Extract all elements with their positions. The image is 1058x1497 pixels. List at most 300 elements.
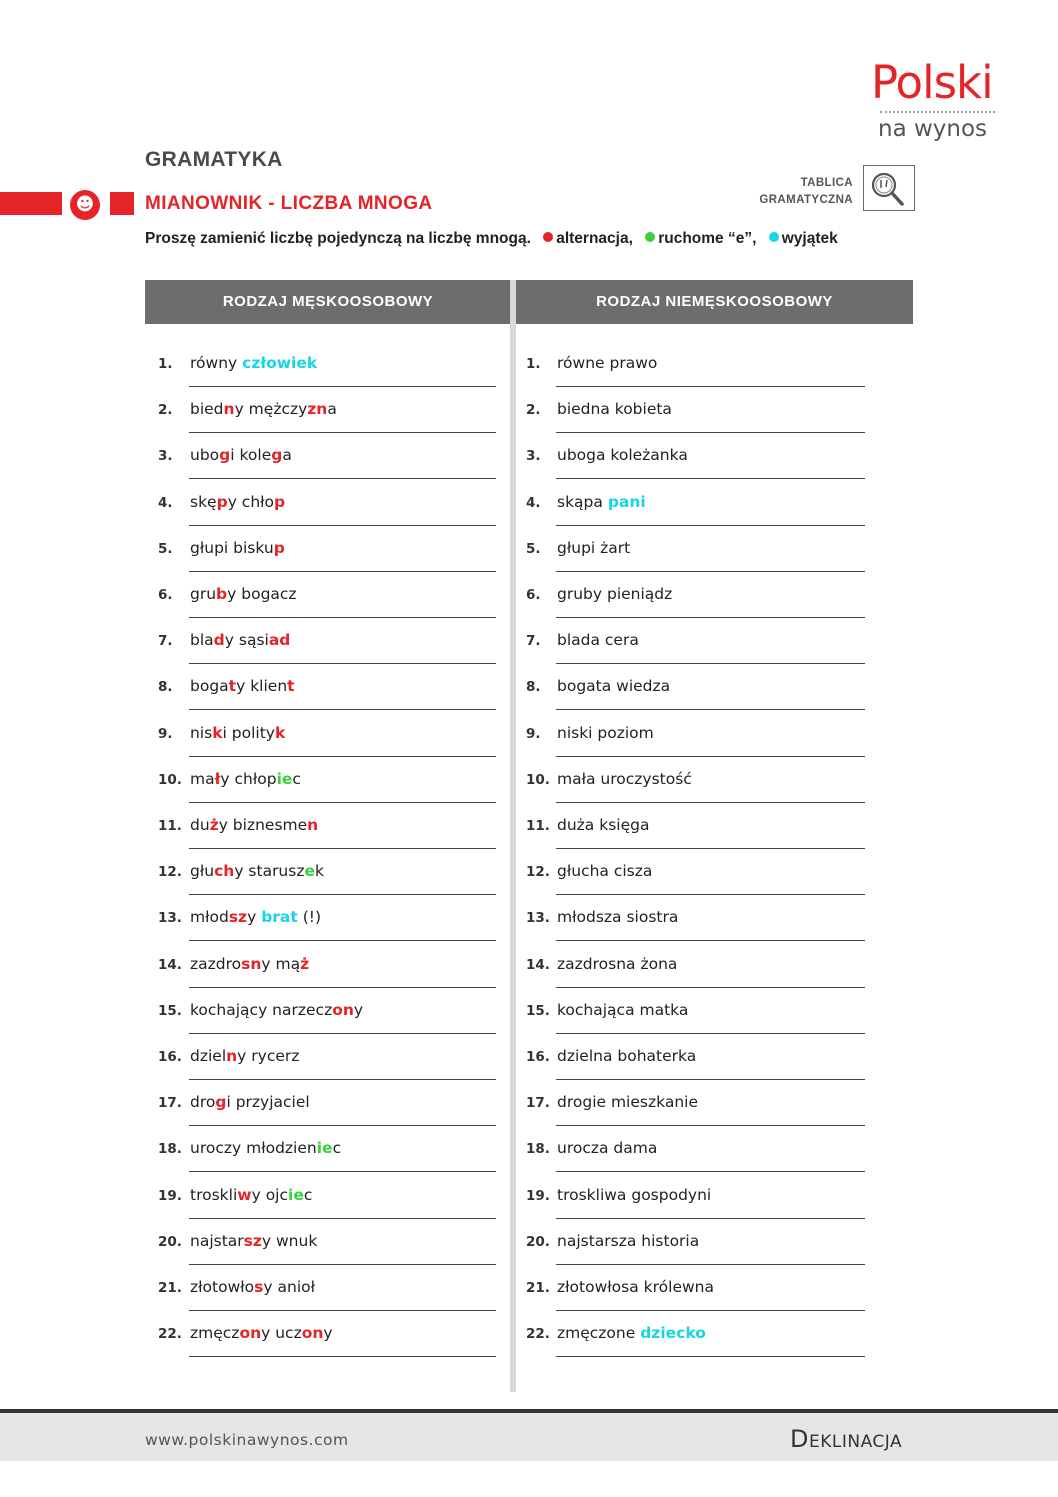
exercise-row xyxy=(526,995,865,1041)
grammar-table-link[interactable] xyxy=(745,165,915,215)
exercise-number: 4. xyxy=(526,494,541,511)
highlighted-letters: p xyxy=(274,492,286,511)
answer-line[interactable] xyxy=(189,1033,496,1034)
answer-line[interactable] xyxy=(556,940,865,941)
grammar-table-label-line1: TABLICA xyxy=(800,177,853,189)
phrase-segment: uroczy młodzien xyxy=(190,1139,317,1158)
exercise-phrase xyxy=(557,908,678,926)
exercise-number: 11. xyxy=(158,818,182,834)
column-header-masculine-personal: RODZAJ MĘSKOOSOBOWY xyxy=(145,280,511,324)
answer-line[interactable] xyxy=(189,987,496,988)
phrase-segment: c xyxy=(303,1185,313,1204)
phrase-segment: głupi żart xyxy=(557,538,631,557)
phrase-segment: i przyjaciel xyxy=(226,1093,310,1112)
answer-line[interactable] xyxy=(556,663,865,664)
exercise-number: 3. xyxy=(158,448,173,465)
highlighted-letters: pani xyxy=(607,492,646,511)
phrase-segment: urocza dama xyxy=(557,1139,658,1158)
exercise-phrase xyxy=(190,677,295,695)
highlighted-letters: on xyxy=(301,1324,324,1343)
exercise-row xyxy=(526,533,865,579)
exercise-phrase xyxy=(557,1093,698,1111)
exercise-phrase xyxy=(190,724,285,742)
exercise-number: 9. xyxy=(526,725,541,742)
exercise-phrase xyxy=(190,955,309,973)
exercise-phrase xyxy=(190,1278,315,1296)
exercise-row xyxy=(158,1318,496,1364)
page-title: MIANOWNIK - LICZBA MNOGA xyxy=(145,193,433,214)
phrase-segment: i polity xyxy=(222,723,275,742)
phrase-segment: dzielna bohaterka xyxy=(557,1047,697,1065)
grammar-table-label-line2: GRAMATYCZNA xyxy=(759,194,853,206)
answer-line[interactable] xyxy=(189,1218,496,1219)
highlighted-letters: k xyxy=(274,723,286,742)
phrase-segment: k xyxy=(315,862,324,881)
highlighted-letters: ż xyxy=(300,954,310,973)
answer-line[interactable] xyxy=(556,571,865,572)
highlighted-letters: n xyxy=(307,816,319,834)
phrase-segment: y xyxy=(323,1324,333,1343)
highlighted-letters: sn xyxy=(241,954,262,973)
answer-line[interactable] xyxy=(189,802,496,803)
exercise-phrase xyxy=(190,1139,341,1157)
phrase-segment: troskli xyxy=(190,1185,238,1204)
exercise-row xyxy=(526,625,865,671)
exercise-number: 6. xyxy=(158,587,173,603)
answer-line[interactable] xyxy=(556,894,865,895)
highlighted-letters: ch xyxy=(214,862,235,881)
exercise-phrase xyxy=(557,1278,714,1296)
exercise-number: 18. xyxy=(158,1141,182,1158)
exercise-number: 21. xyxy=(158,1280,182,1296)
phrase-segment: c xyxy=(292,769,301,788)
exercise-number: 13. xyxy=(526,910,550,927)
exercise-row xyxy=(158,579,496,625)
exercise-number: 16. xyxy=(526,1049,550,1065)
highlighted-letters: człowiek xyxy=(242,354,318,372)
exercise-phrase xyxy=(190,585,297,603)
exercise-row xyxy=(158,1180,496,1226)
legend-red-dot xyxy=(543,232,553,242)
phrase-segment: drogie mieszkanie xyxy=(557,1093,698,1112)
phrase-segment: biedna kobieta xyxy=(557,400,672,419)
answer-line[interactable] xyxy=(189,617,496,618)
exercise-number: 17. xyxy=(526,1095,550,1112)
answer-line[interactable] xyxy=(556,432,865,433)
highlighted-letters: k xyxy=(212,723,223,742)
exercise-row xyxy=(158,487,496,533)
phrase-segment: złotowłosa królewna xyxy=(557,1278,714,1296)
phrase-segment: a xyxy=(282,446,292,465)
exercise-phrase xyxy=(557,1186,711,1204)
exercise-row xyxy=(526,856,865,902)
exercise-phrase xyxy=(557,955,677,973)
answer-line[interactable] xyxy=(556,1218,865,1219)
answer-line[interactable] xyxy=(189,1264,496,1265)
phrase-segment: du xyxy=(190,816,210,834)
highlighted-letters: g xyxy=(219,446,231,465)
answer-line[interactable] xyxy=(556,848,865,849)
exercise-phrase xyxy=(557,770,692,788)
phrase-segment: y xyxy=(247,908,262,927)
exercise-phrase xyxy=(557,677,670,695)
exercise-number: 12. xyxy=(526,864,550,881)
exercise-row xyxy=(526,810,865,856)
answer-line[interactable] xyxy=(556,802,865,803)
phrase-segment: y bogacz xyxy=(227,585,297,603)
phrase-segment: y xyxy=(353,1000,364,1019)
answer-line[interactable] xyxy=(189,1079,496,1080)
phrase-segment: duża księga xyxy=(557,816,650,834)
answer-line[interactable] xyxy=(189,1171,496,1172)
answer-line[interactable] xyxy=(189,386,496,387)
exercise-phrase xyxy=(557,631,639,649)
legend-cyan-dot xyxy=(769,232,779,242)
exercise-row xyxy=(526,949,865,995)
phrase-segment: najstarsza historia xyxy=(557,1231,700,1250)
highlighted-letters: g xyxy=(271,446,283,465)
highlighted-letters: p xyxy=(273,538,285,557)
highlighted-letters: ł xyxy=(214,769,221,788)
answer-line[interactable] xyxy=(556,1033,865,1034)
exercise-number: 20. xyxy=(158,1233,182,1250)
exercise-number: 2. xyxy=(526,402,541,419)
exercise-phrase xyxy=(190,1093,310,1111)
highlighted-letters: dziecko xyxy=(640,1324,706,1343)
exercise-phrase xyxy=(190,400,337,418)
exercise-number: 15. xyxy=(526,1002,550,1019)
exercise-number: 7. xyxy=(158,633,173,650)
exercise-phrase xyxy=(190,539,285,557)
phrase-segment: równy xyxy=(190,354,243,372)
answer-line[interactable] xyxy=(556,1356,865,1357)
exercise-phrase xyxy=(190,1232,317,1250)
phrase-segment: skąpa xyxy=(557,492,608,511)
phrase-segment: kochająca matka xyxy=(557,1000,689,1019)
exercise-phrase xyxy=(557,1232,699,1250)
red-accent-bar xyxy=(0,192,62,215)
answer-line[interactable] xyxy=(556,617,865,618)
phrase-segment: y mą xyxy=(261,954,301,973)
phrase-segment: zazdrosna żona xyxy=(557,954,678,973)
exercise-row xyxy=(526,1226,865,1272)
answer-line[interactable] xyxy=(556,1125,865,1126)
highlighted-letters: ad xyxy=(268,631,291,650)
phrase-segment: gru xyxy=(190,585,217,603)
phrase-segment: głucha cisza xyxy=(557,862,653,881)
exercise-row xyxy=(158,533,496,579)
exercise-phrase xyxy=(190,1324,333,1342)
exercise-number: 5. xyxy=(526,540,541,557)
exercise-phrase xyxy=(557,539,630,557)
highlighted-letters: n xyxy=(223,400,235,419)
exercise-number: 22. xyxy=(158,1326,182,1343)
answer-line[interactable] xyxy=(189,848,496,849)
answer-line[interactable] xyxy=(556,1310,865,1311)
phrase-segment: i kole xyxy=(230,446,272,465)
answer-line[interactable] xyxy=(189,756,496,757)
highlighted-letters: t xyxy=(228,677,237,696)
highlighted-letters: on xyxy=(332,1000,354,1019)
exercise-number: 8. xyxy=(526,679,541,696)
exercise-number: 5. xyxy=(158,540,173,557)
exercise-number: 17. xyxy=(158,1095,182,1112)
exercise-number: 15. xyxy=(158,1002,182,1019)
exercise-row xyxy=(526,440,865,486)
exercise-row xyxy=(158,394,496,440)
exercise-phrase xyxy=(190,493,285,511)
exercise-row xyxy=(158,995,496,1041)
legend-green-dot xyxy=(645,232,655,242)
exercise-phrase xyxy=(557,724,654,742)
phrase-segment: boga xyxy=(190,677,229,696)
people-icon: ☻ xyxy=(70,190,100,220)
answer-line[interactable] xyxy=(189,525,496,526)
exercise-row xyxy=(526,1041,865,1087)
logo-divider xyxy=(880,111,995,113)
highlighted-letters: b xyxy=(216,585,228,603)
phrase-segment: bogata wiedza xyxy=(557,677,671,696)
exercise-number: 11. xyxy=(526,818,550,834)
exercise-row xyxy=(526,1087,865,1133)
phrase-segment: niski poziom xyxy=(557,723,654,742)
exercise-row xyxy=(526,718,865,764)
answer-line[interactable] xyxy=(556,478,865,479)
phrase-segment: nis xyxy=(190,723,213,742)
exercise-number: 1. xyxy=(158,356,173,372)
phrase-segment: y mężczy xyxy=(234,400,308,419)
exercise-row xyxy=(158,1041,496,1087)
phrase-segment: młodsza siostra xyxy=(557,908,679,927)
highlighted-letters: g xyxy=(215,1093,227,1112)
exercise-row xyxy=(526,671,865,717)
exercise-row xyxy=(526,1133,865,1179)
exercise-phrase xyxy=(190,908,321,926)
exercise-row xyxy=(526,1318,865,1364)
highlighted-letters: p xyxy=(216,492,228,511)
exercise-number: 9. xyxy=(158,725,173,742)
column-header-non-masculine-personal: RODZAJ NIEMĘSKOOSOBOWY xyxy=(516,280,913,324)
phrase-segment: y starusz xyxy=(234,862,305,881)
exercise-phrase xyxy=(557,816,649,834)
legend-mobile-e: ruchome “e”, xyxy=(658,230,757,247)
legend-exception: wyjątek xyxy=(781,230,838,247)
exercise-row xyxy=(158,902,496,948)
highlighted-letters: sz xyxy=(228,908,248,927)
answer-line[interactable] xyxy=(189,663,496,664)
phrase-segment: (!) xyxy=(297,908,322,927)
answer-line[interactable] xyxy=(189,1310,496,1311)
highlighted-letters: s xyxy=(254,1278,264,1296)
highlighted-letters: w xyxy=(237,1185,252,1204)
exercise-number: 2. xyxy=(158,402,173,419)
exercise-row xyxy=(526,1180,865,1226)
answer-line[interactable] xyxy=(556,525,865,526)
phrase-segment: złotowło xyxy=(190,1278,255,1296)
exercise-row xyxy=(158,1226,496,1272)
phrase-segment: y chłop xyxy=(220,769,277,788)
exercise-row xyxy=(526,579,865,625)
section-label: GRAMATYKA xyxy=(145,148,283,171)
instruction-text xyxy=(145,230,838,248)
phrase-segment: zmęcz xyxy=(190,1324,240,1343)
phrase-segment: y chło xyxy=(227,492,275,511)
phrase-segment: mała uroczystość xyxy=(557,769,692,788)
phrase-segment: skę xyxy=(190,492,217,511)
exercise-phrase xyxy=(190,862,324,880)
phrase-segment: troskliwa gospodyni xyxy=(557,1185,712,1204)
exercise-phrase xyxy=(190,1001,363,1019)
answer-line[interactable] xyxy=(189,478,496,479)
exercise-number: 14. xyxy=(526,956,550,973)
exercise-row xyxy=(158,625,496,671)
answer-line[interactable] xyxy=(556,1264,865,1265)
instruction-sentence: Proszę zamienić liczbę pojedynczą na liczbę mnogą. xyxy=(145,230,531,247)
highlighted-letters: brat xyxy=(261,908,298,927)
answer-line[interactable] xyxy=(556,756,865,757)
polski-na-wynos-logo xyxy=(868,58,1003,148)
phrase-segment: głupi bisku xyxy=(190,538,274,557)
exercise-phrase xyxy=(190,816,318,834)
answer-line[interactable] xyxy=(556,709,865,710)
phrase-segment: młod xyxy=(190,908,229,927)
exercise-row xyxy=(158,718,496,764)
highlighted-letters: sz xyxy=(243,1231,262,1250)
highlighted-letters: ie xyxy=(276,769,293,788)
answer-line[interactable] xyxy=(189,571,496,572)
exercise-row xyxy=(158,671,496,717)
highlighted-letters: zn xyxy=(307,400,328,419)
column-divider xyxy=(510,280,516,1392)
exercise-row xyxy=(158,1133,496,1179)
phrase-segment: dro xyxy=(190,1093,216,1112)
phrase-segment: zmęczone xyxy=(557,1324,641,1343)
phrase-segment: y anioł xyxy=(263,1278,316,1296)
footer-topic: Deklinacja xyxy=(790,1425,903,1453)
exercise-number: 4. xyxy=(158,494,173,511)
answer-line[interactable] xyxy=(189,1356,496,1357)
exercise-number: 19. xyxy=(526,1187,550,1204)
highlighted-letters: n xyxy=(226,1047,238,1065)
highlighted-letters: e xyxy=(304,862,315,881)
exercise-phrase xyxy=(557,1324,706,1342)
exercise-phrase xyxy=(557,354,657,372)
phrase-segment: ubo xyxy=(190,446,220,465)
answer-line[interactable] xyxy=(556,1171,865,1172)
phrase-segment: bla xyxy=(190,631,214,650)
exercise-number: 8. xyxy=(158,679,173,696)
answer-line[interactable] xyxy=(189,940,496,941)
exercise-row xyxy=(526,487,865,533)
phrase-segment: kochający narzecz xyxy=(190,1000,333,1019)
exercise-row xyxy=(158,764,496,810)
exercise-phrase xyxy=(190,354,317,372)
phrase-segment: zazdro xyxy=(190,954,242,973)
answer-line[interactable] xyxy=(189,709,496,710)
exercise-row xyxy=(158,440,496,486)
exercise-number: 7. xyxy=(526,633,541,650)
exercise-number: 20. xyxy=(526,1233,550,1250)
exercise-number: 12. xyxy=(158,864,182,881)
exercise-row xyxy=(526,1272,865,1318)
answer-line[interactable] xyxy=(189,894,496,895)
exercise-phrase xyxy=(190,1047,299,1065)
phrase-segment: uboga koleżanka xyxy=(557,446,688,465)
magnifier-icon xyxy=(863,165,915,211)
exercise-phrase xyxy=(190,631,290,649)
exercise-number: 13. xyxy=(158,910,182,927)
exercise-number: 10. xyxy=(526,771,550,788)
exercise-number: 10. xyxy=(158,771,182,788)
footer-url-link[interactable]: www.polskinawynos.com xyxy=(145,1431,349,1449)
phrase-segment: y ojc xyxy=(251,1185,289,1204)
exercise-phrase xyxy=(190,1186,312,1204)
highlighted-letters: ie xyxy=(316,1139,333,1158)
exercise-phrase xyxy=(557,493,646,511)
phrase-segment: y biznesme xyxy=(218,816,308,834)
phrase-segment: y ucz xyxy=(261,1324,302,1343)
legend-alternation: alternacja, xyxy=(556,230,633,247)
highlighted-letters: d xyxy=(213,631,225,650)
exercise-phrase xyxy=(557,446,688,464)
exercise-number: 21. xyxy=(526,1280,550,1296)
red-accent-square xyxy=(110,192,134,215)
exercise-number: 18. xyxy=(526,1141,550,1158)
phrase-segment: c xyxy=(332,1139,342,1158)
exercise-phrase xyxy=(557,400,672,418)
exercise-phrase xyxy=(557,862,652,880)
exercise-row xyxy=(526,348,865,394)
highlighted-letters: t xyxy=(287,677,295,696)
answer-line[interactable] xyxy=(556,987,865,988)
exercise-number: 6. xyxy=(526,587,541,603)
exercise-row xyxy=(158,856,496,902)
phrase-segment: a xyxy=(327,400,337,419)
answer-line[interactable] xyxy=(189,432,496,433)
exercise-row xyxy=(158,810,496,856)
exercise-phrase xyxy=(557,1001,688,1019)
logo-brand: Polski xyxy=(871,56,993,109)
exercise-row xyxy=(526,394,865,440)
exercise-phrase xyxy=(190,770,301,788)
exercise-row xyxy=(526,902,865,948)
exercise-phrase xyxy=(557,585,672,603)
highlighted-letters: ie xyxy=(288,1185,304,1204)
exercise-phrase xyxy=(557,1139,657,1157)
exercise-row xyxy=(158,1272,496,1318)
exercise-row xyxy=(526,764,865,810)
phrase-segment: głu xyxy=(190,862,215,881)
exercise-number: 16. xyxy=(158,1049,182,1065)
answer-line[interactable] xyxy=(189,1125,496,1126)
highlighted-letters: on xyxy=(239,1324,262,1343)
grammar-table-label xyxy=(759,175,853,209)
phrase-segment: y rycerz xyxy=(237,1047,300,1065)
logo-tagline: na wynos xyxy=(878,116,988,142)
highlighted-letters: ż xyxy=(209,816,219,834)
exercise-row xyxy=(158,1087,496,1133)
answer-line[interactable] xyxy=(556,1079,865,1080)
exercise-phrase xyxy=(190,446,292,464)
exercise-row xyxy=(158,348,496,394)
exercise-row xyxy=(158,949,496,995)
exercise-number: 22. xyxy=(526,1326,550,1343)
exercise-number: 3. xyxy=(526,448,541,465)
answer-line[interactable] xyxy=(556,386,865,387)
phrase-segment: y wnuk xyxy=(261,1231,318,1250)
phrase-segment: blada cera xyxy=(557,631,639,650)
exercise-number: 1. xyxy=(526,356,541,372)
